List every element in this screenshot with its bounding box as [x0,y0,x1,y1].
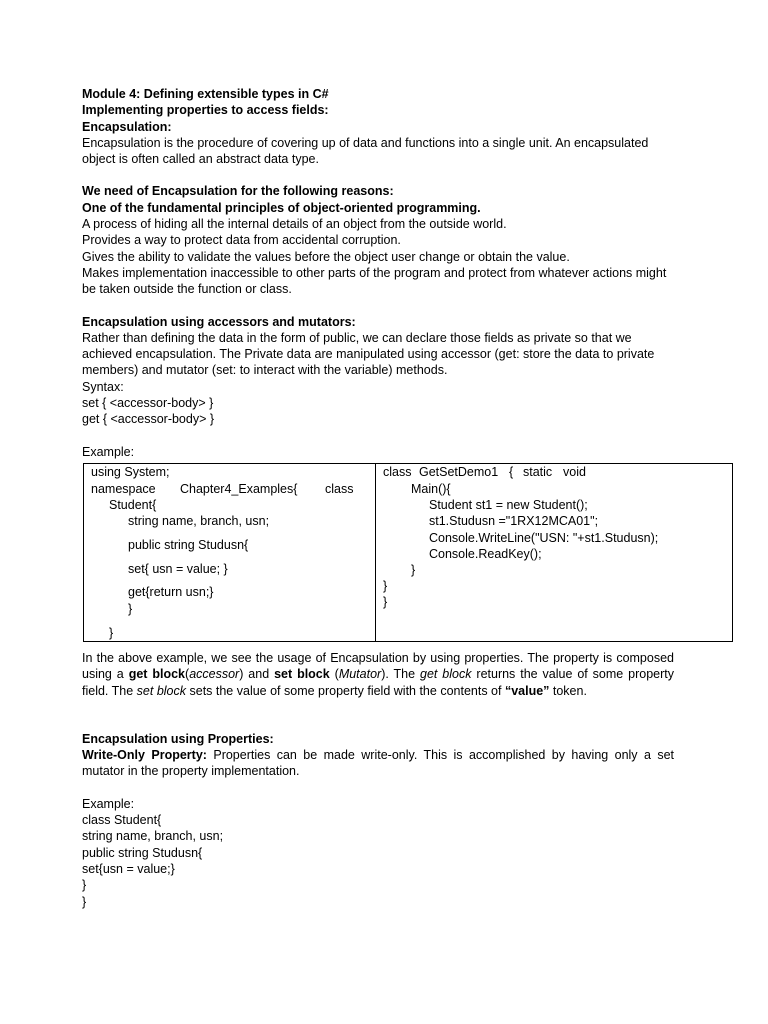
code-cell-right [376,464,733,642]
need-item: A process of hiding all the internal details of an object from the outside world. [82,217,507,232]
properties-heading: Encapsulation using Properties: [82,731,274,746]
accessors-paragraph: Rather than defining the data in the form of public, we can declare those fields as private so that we achieved encapsulation. The Private data are manipulated using accessor (get: store the data to private members) and mutator (set: to interact with the variable) methods. [82,330,655,378]
code-line: class [325,482,354,496]
code-line: } [411,563,416,577]
code-line: Chapter4_Examples{ [180,482,298,496]
code-cell-left [84,464,376,642]
example-label: Example: [82,444,135,459]
code-line: class Student{ [82,813,162,828]
syntax-line: set { <accessor-body> } [82,396,214,411]
encapsulation-heading: Encapsulation: [82,119,172,134]
code-line: } [82,878,87,893]
code-line: string name, branch, usn; [82,829,224,844]
code-line: Console.WriteLine("USN: "+st1.Studusn); [429,531,659,545]
code-line: set{usn = value;} [82,861,175,876]
need-item: Gives the ability to validate the values before the object user change or obtain the value. [82,249,570,264]
need-item: Makes implementation inaccessible to other parts of the program and protect from whatever actions might be taken outside the function or class. [82,265,667,297]
need-item: Provides a way to protect data from accidental corruption. [82,233,401,248]
code-line: st1.Studusn ="1RX12MCA01"; [429,514,599,528]
after-table-section [82,650,674,910]
code-line: class [383,465,412,479]
example-label: Example: [82,796,135,811]
code-line: } [383,579,388,593]
code-line: Student st1 = new Student(); [429,498,588,512]
document-body [82,86,674,460]
section-heading: Implementing properties to access fields: [82,103,329,118]
write-only-paragraph: Write-Only Property: Properties can be made write-only. This is accomplished by having only a set mutator in the property implementation. [82,748,674,779]
code-line: Main(){ [411,482,451,496]
code-line: public string Studusn{ [128,538,249,552]
intro-paragraph: Encapsulation is the procedure of covering up of data and functions into a single unit. An encapsulated object is often called an abstract data type. [82,135,649,167]
code-line: GetSetDemo1 [419,465,499,479]
code-line: { [509,465,514,479]
code-line: } [383,595,388,609]
code-line: get{return usn;} [128,585,214,599]
need-heading: We need of Encapsulation for the following reasons: [82,184,394,199]
code-line: void [563,465,586,479]
explain-paragraph: In the above example, we see the usage of Encapsulation by using properties. The property is composed using a get block(accessor) and set block (Mutator). The get block returns the value of some property field. The set block sets the value of some property field with the contents of “value” token. [82,651,675,698]
syntax-label: Syntax: [82,379,124,394]
accessors-heading: Encapsulation using accessors and mutators: [82,314,356,329]
need-subheading: One of the fundamental principles of object-oriented programming. [82,200,481,215]
code-line: string name, branch, usn; [128,514,270,528]
code-line: Student{ [109,498,157,512]
code-line: using System; [91,465,170,479]
code-line: } [128,602,133,616]
code-line: } [82,894,87,909]
module-heading: Module 4: Defining extensible types in C# [82,87,329,101]
code-line: Console.ReadKey(); [429,547,542,561]
code-line: static [523,465,553,479]
code-line: namespace [91,482,156,496]
code-line: public string Studusn{ [82,845,203,860]
code-line: set{ usn = value; } [128,562,228,576]
code-line: } [109,626,114,640]
syntax-line: get { <accessor-body> } [82,412,215,427]
example-code-table [83,463,733,642]
